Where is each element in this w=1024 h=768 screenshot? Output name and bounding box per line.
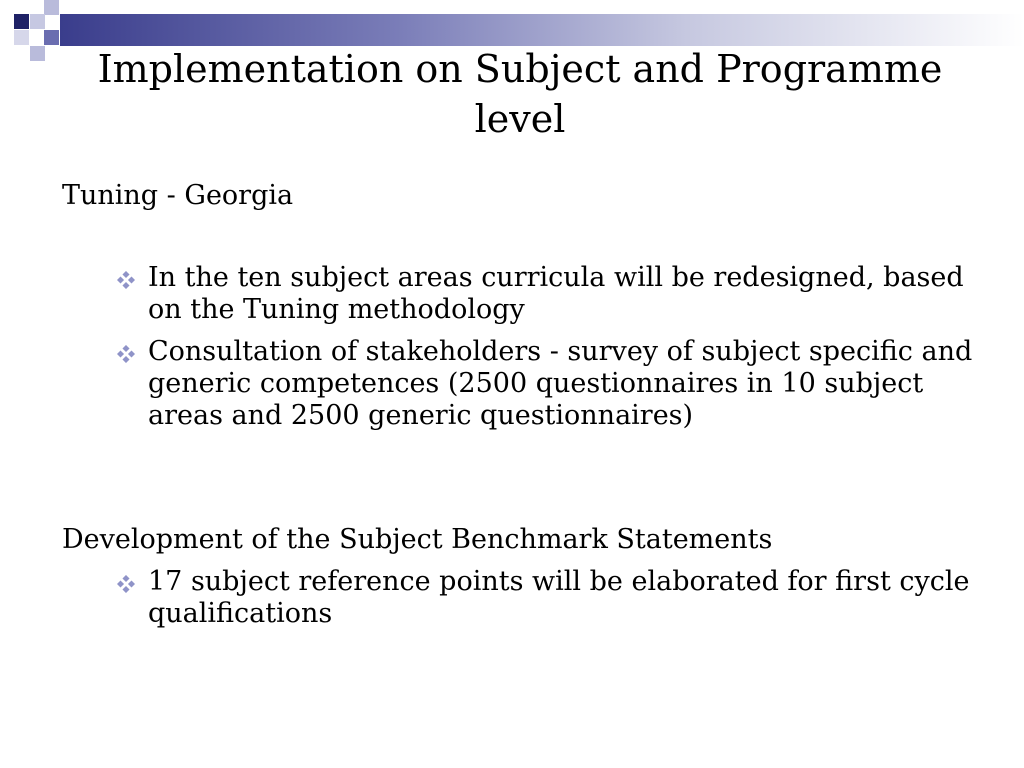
slide-title: Implementation on Subject and Programme level (97, 47, 943, 141)
section-heading-benchmark: Development of the Subject Benchmark Statements (62, 524, 773, 555)
header-gradient-bar (60, 14, 1024, 46)
list-item (117, 262, 987, 326)
bullet-text: 17 subject reference points will be elaborated for first cycle qualifications (148, 566, 970, 629)
section-heading-tuning: Tuning - Georgia (62, 180, 294, 211)
header-square-dark-icon (14, 14, 29, 29)
header-square-light-icon (14, 30, 29, 45)
header-decoration (0, 0, 1024, 46)
list-item (117, 336, 987, 432)
header-square-light-icon (30, 14, 45, 29)
diamond-bullet-icon (117, 345, 135, 363)
header-square-light-icon (30, 46, 45, 61)
list-item (117, 566, 987, 630)
bullet-text: In the ten subject areas curricula will be redesigned, based on the Tuning methodology (148, 262, 964, 325)
bullet-list-tuning (117, 262, 987, 442)
header-square-mid-icon (44, 30, 59, 45)
bullet-text: Consultation of stakeholders - survey of subject specific and generic competences (2500 questionnaires in 10 subject areas and 2500 generic questionnaires) (148, 336, 973, 431)
diamond-bullet-icon (117, 271, 135, 289)
header-square-light-icon (44, 0, 59, 15)
diamond-bullet-icon (117, 575, 135, 593)
bullet-list-benchmark (117, 566, 987, 640)
